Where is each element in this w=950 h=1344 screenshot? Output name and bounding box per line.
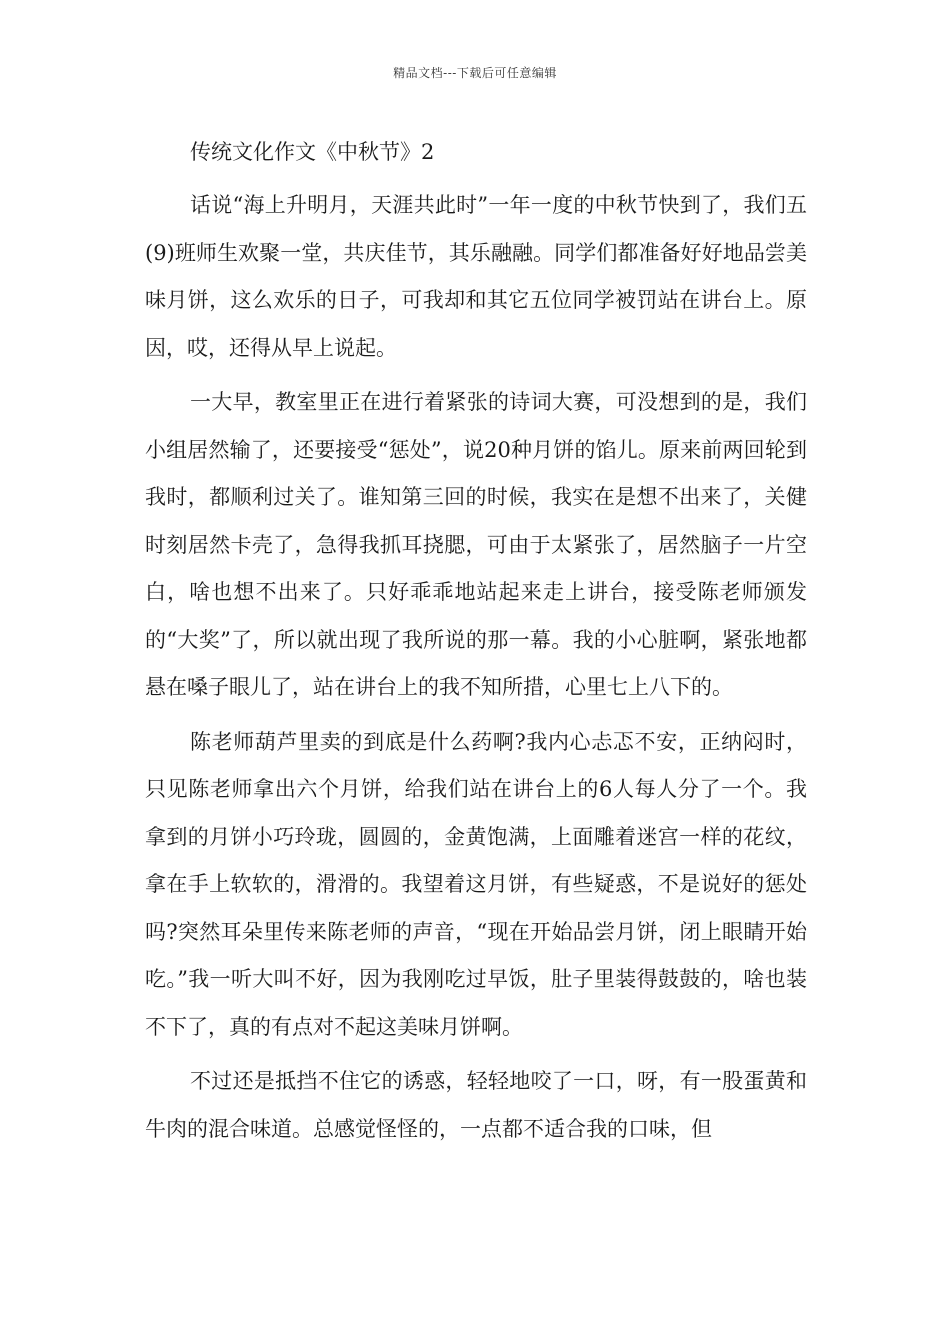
page-header: 精品文档---下载后可任意编辑 <box>393 66 557 80</box>
document-title: 传统文化作文《中秋节》2 <box>190 140 435 164</box>
document-body <box>145 132 807 1160</box>
paragraph-1: 话说“海上升明月，天涯共此时”一年一度的中秋节快到了，我们五(9)班师生欢聚一堂，共庆佳节，其乐融融。同学们都准备好好地品尝美味月饼，这么欢乐的日子，可我却和其它五位同学被罚站在讲台上。原因，哎，还得从早上说起。 <box>145 193 807 360</box>
paragraph-4: 不过还是抵挡不住它的诱惑，轻轻地咬了一口，呀，有一股蛋黄和牛肉的混合味道。总感觉怪怪的，一点都不适合我的口味，但 <box>145 1069 807 1141</box>
paragraph-3: 陈老师葫芦里卖的到底是什么药啊?我内心忐忑不安，正纳闷时，只见陈老师拿出六个月饼，给我们站在讲台上的6人每人分了一个。我拿到的月饼小巧玲珑，圆圆的，金黄饱满，上面雕着迷宫一样的花纹，拿在手上软软的，滑滑的。我望着这月饼，有些疑惑，不是说好的惩处吗?突然耳朵里传来陈老师的声音，“现在开始品尝月饼，闭上眼睛开始吃。”我一听大叫不好，因为我刚吃过早饭，肚子里装得鼓鼓的，啥也装不下了，真的有点对不起这美味月饼啊。 <box>145 729 807 1039</box>
paragraph-2: 一大早，教室里正在进行着紧张的诗词大赛，可没想到的是，我们小组居然输了，还要接受“惩处”，说20种月饼的馅儿。原来前两回轮到我时，都顺利过关了。谁知第三回的时候，我实在是想不出来了，关健时刻居然卡壳了，急得我抓耳挠腮，可由于太紧张了，居然脑子一片空白，啥也想不出来了。只好乖乖地站起来走上讲台，接受陈老师颁发的“大奖”了，所以就出现了我所说的那一幕。我的小心脏啊，紧张地都悬在嗓子眼儿了，站在讲台上的我不知所措，心里七上八下的。 <box>145 390 807 699</box>
